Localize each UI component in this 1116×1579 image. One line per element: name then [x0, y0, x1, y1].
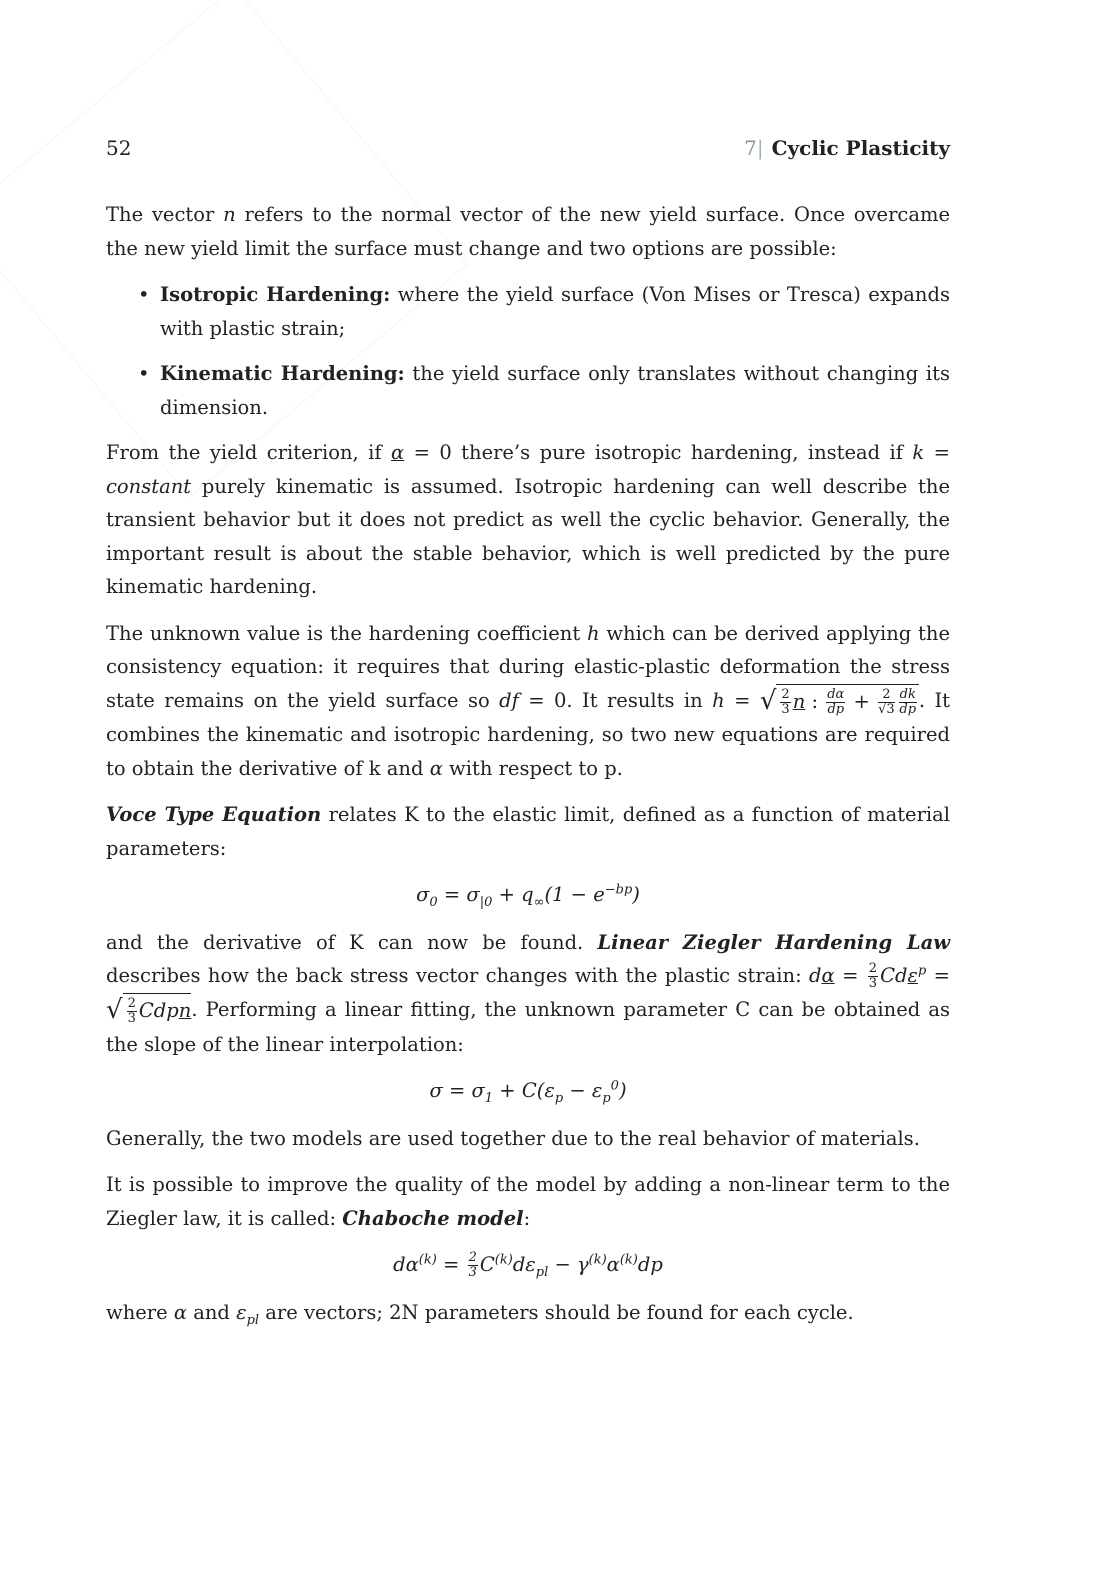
paragraph-5: and the derivative of K can now be found. Linear Ziegler Hardening Law describes how the back stress vector changes with the plastic strain: dα = $\frac{2}{3}$ Cdε$^p$ = √ $\frac{2}{3}$ Cdpn. Performing a linear fitting, the unknown parameter C can be obtained as the slope of the linear interpolation: — [106, 930, 951, 1056]
chapter-number: 7 — [744, 136, 757, 160]
paragraph-6: Generally, the two models are used together due to the real behavior of materials. — [106, 1126, 920, 1150]
chapter-title: Cyclic Plasticity — [771, 136, 950, 160]
hardening-formula: √ $\frac{2}{3}$ n : $\frac{d\alpha}{dp}$ + $\frac{2}{√3}$ $\frac{dk}{dp}$ — [760, 684, 919, 719]
voce-equation: $\sigma_0 = \sigma_{|0} + q_\infty(1 - e^{-bp})$ — [416, 882, 640, 911]
list-item: • Isotropic Hardening: where the yield surface (Von Mises or Tresca) expands with plastic strain; — [138, 283, 950, 340]
body-text — [106, 198, 950, 1342]
paragraph-4: Voce Type Equation relates K to the elastic limit, defined as a function of material parameters: — [106, 803, 951, 860]
ziegler-equation: $\sigma = \sigma_1 + C(\varepsilon_p - \varepsilon_p^0)$ — [429, 1078, 627, 1107]
page-header — [106, 136, 950, 164]
paragraph-3: The unknown value is the hardening coefficient h which can be derived applying the consistency equation: it requires that during elastic-plastic deformation the stress state remains on the yield surface so df = 0. It results in h = √ $\frac{2}{3}$ n : $\frac{d\alpha}{dp}$ + $\frac{2}{√3}$ $\frac{dk}{dp}$ . It combines the kinematic and isotropic hardening, so two new equations are required to obtain the derivative of k and α with respect to p. — [106, 621, 950, 780]
page-number: 52 — [106, 136, 132, 160]
chapter-separator: | — [756, 136, 764, 160]
paragraph-8: where α and $\varepsilon_{pl}$ are vectors; 2N parameters should be found for each cycle. — [106, 1300, 854, 1328]
hardening-list — [106, 278, 950, 424]
chapter-heading — [744, 136, 950, 160]
paragraph-1: The vector n refers to the normal vector of the new yield surface. Once overcame the new yield limit the surface must change and two options are possible: — [106, 203, 950, 260]
chaboche-equation: $d\alpha^{(k)}$ = $\frac{2}{3}$ $C^{(k)}d\varepsilon_{pl} - \gamma^{(k)}\alpha^{(k)}dp$ — [393, 1250, 663, 1281]
list-item: • Kinematic Hardening: the yield surface only translates without changing its dimension. — [138, 362, 950, 419]
paragraph-7: It is possible to improve the quality of the model by adding a non-linear term to the Ziegler law, it is called: Chaboche model: — [106, 1173, 950, 1230]
paragraph-2: From the yield criterion, if α = 0 there’s pure isotropic hardening, instead if k = constant purely kinematic is assumed. Isotropic hardening can well describe the transient behavior but it does not predict as well the cyclic behavior. Generally, the important result is about the stable behavior, which is well predicted by the pure kinematic hardening. — [106, 441, 951, 598]
